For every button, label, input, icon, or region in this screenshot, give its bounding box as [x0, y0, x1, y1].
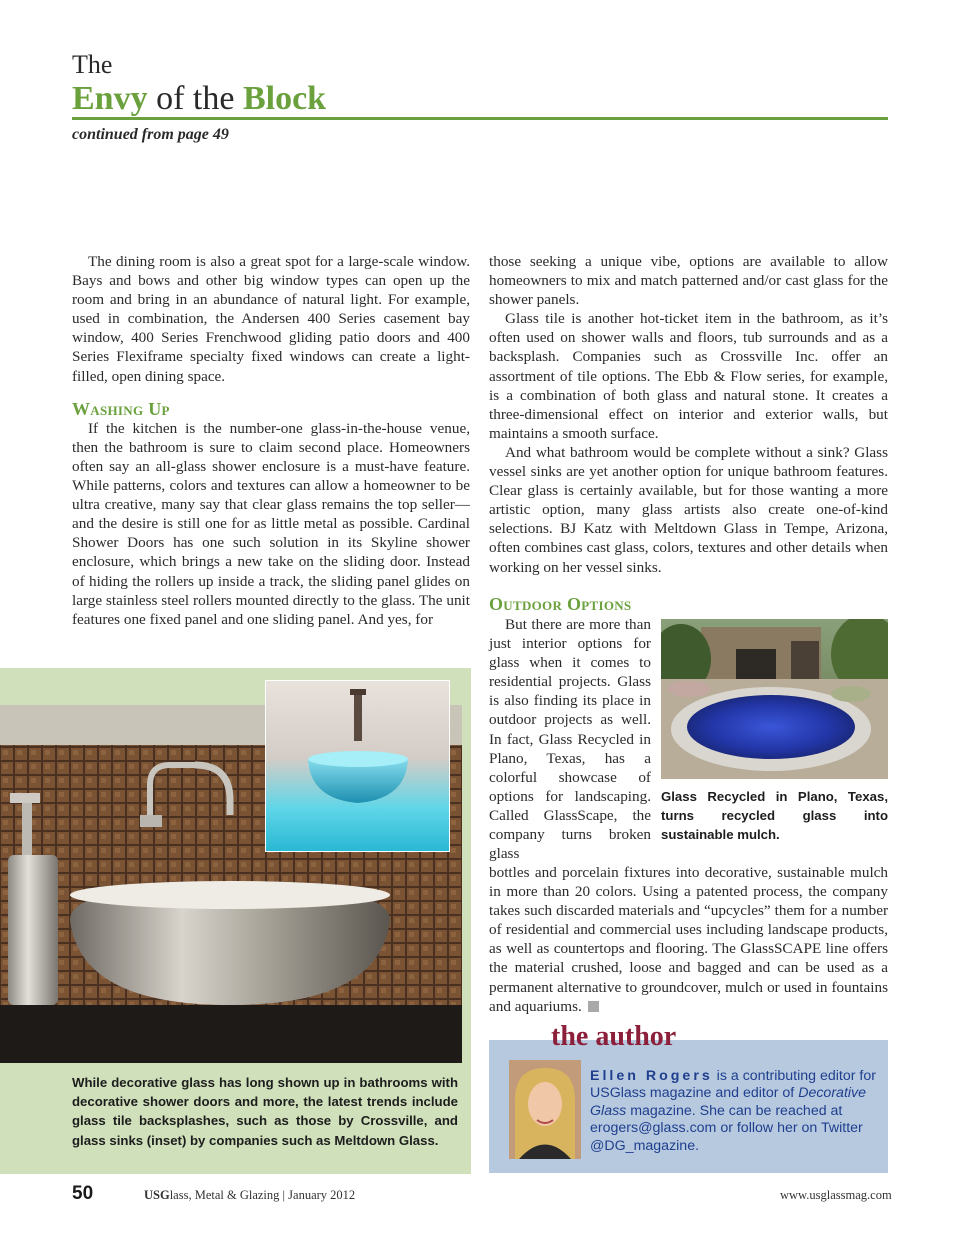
paragraph-dining-room: The dining room is also a great spot for a large-scale window. Bays and bows and other big window types can open up the room and bring in an abundance of natural light. For example, used in combination, the Andersen 400 Series casement bay window, 400 Series Frenchwood gliding patio doors and 400 Series Flexiframe specialty fixed windows can create a light-filled, open dining space.: [72, 253, 470, 385]
author-portrait-illustration: [509, 1060, 581, 1159]
footer-magazine-title: [144, 1188, 355, 1203]
paragraph-bathroom: If the kitchen is the number-one glass-in-the-house venue, then the bathroom is sure to claim second place. Homeowners often say an all-glass shower enclosure is a must-have feature. While patterns, colors and textures can allow a homeowner to be ultra creative, many say that clear glass remains the top seller—and the desire is still one for as little metal as possible. Cardinal Shower Doors has one such solution in its Skyline shower enclosure, which brings a new take on the sliding door. Instead of hiding the rollers up inside a track, the sliding panel glides on large stainless steel rollers mounted directly to the glass. The unit features one fixed panel and one sliding panel. And yes, for: [72, 419, 470, 628]
photo-caption-bathroom: While decorative glass has long shown up in bathrooms with decorative shower doors and more, the latest trends include glass tile backsplashes, such as those by Crossville, and glass sinks (inset) by companies such as Meltdown Glass.: [72, 1075, 458, 1148]
footer-url: www.usglassmag.com: [780, 1188, 892, 1202]
footer-separator: |: [282, 1188, 286, 1202]
paragraph-glass-tile: Glass tile is another hot-ticket item in the bathroom, as it’s often used on shower walls and floors, tub surrounds and as a backsplash. Companies such as Crossville Inc. offer an assortment of tile options. The Ebb & Flow series, for example, is a combination of both glass and natural stone. It creates a three-dimensional effect on interior and exterior walls, but maintains a smooth surface.: [489, 310, 888, 442]
header-rule: [72, 117, 888, 120]
inset-glass-sink-illustration: [266, 681, 449, 851]
page-title: [72, 80, 326, 118]
end-of-article-mark: [588, 1001, 599, 1012]
article-column-left: [72, 252, 470, 629]
section-heading-washing-up: Washing Up: [72, 398, 170, 419]
author-heading: the author: [551, 1021, 677, 1052]
author-bio-part1: is a contributing editor for USGlass magazine and editor of: [590, 1068, 876, 1102]
author-bio-text: [590, 1068, 880, 1155]
outdoor-text-narrow: [489, 615, 651, 863]
paragraph-shower-panels: those seeking a unique vibe, options are available to allow homeowners to mix and match patterned and/or cast glass for the shower panels.: [489, 253, 888, 309]
inset-photo-glass-sink: [265, 680, 450, 852]
paragraph-outdoor-start: But there are more than just interior options for glass when it comes to residential projects. Glass is also finding its place in outdoor projects as well. In fact, Glass Recycled in Plano, Texas, has a colorful showcase of options for landscaping. Called GlassScape, the company turns broken glass: [489, 616, 651, 863]
author-name: Ellen Rogers: [590, 1068, 713, 1084]
article-column-right: [489, 252, 888, 577]
header-kicker: The: [72, 50, 113, 79]
footer-date: January 2012: [288, 1188, 356, 1202]
section-heading-outdoor-options: Outdoor Options: [489, 594, 632, 614]
photo-caption-glass-recycled: Glass Recycled in Plano, Texas, turns recycled glass into sustainable mulch.: [661, 789, 888, 842]
footer-mag-rest: lass, Metal & Glazing: [169, 1188, 280, 1202]
paragraph-outdoor-end-text: bottles and porcelain fixtures into decorative, sustainable mulch in more than 20 colors. Using a patented process, the company takes such discarded materials and “upcycles” them for a number of residential and commercial uses including landscape products, as well as countertops and flooring. The GlassSCAPE line offers the material crushed, loose and bagged and can be used as a permanent alternative to groundcover, mulch or used in fountains and aquariums.: [489, 864, 888, 1015]
author-bio-magazine-name: Decorative Glass: [590, 1085, 867, 1119]
title-word-envy: Envy: [72, 80, 148, 117]
continued-from-line: continued from page 49: [72, 126, 229, 143]
footer-mag-bold: USG: [144, 1188, 170, 1202]
author-portrait: [509, 1060, 581, 1159]
paragraph-outdoor-end: [489, 863, 888, 1016]
page-number: 50: [72, 1183, 94, 1204]
author-bio-part2: magazine. She can be reached at erogers@glass.com or follow her on Twitter @DG_magazine.: [590, 1102, 863, 1154]
title-word-block: Block: [242, 80, 327, 117]
photo-glass-mulch-illustration: [661, 619, 888, 779]
photo-glass-mulch-garden: [661, 619, 888, 779]
title-word-of-the: of the: [147, 80, 243, 117]
outdoor-text-wide: [489, 863, 888, 1016]
paragraph-vessel-sinks: And what bathroom would be complete without a sink? Glass vessel sinks are yet another option for unique bathroom features. Clear glass is certainly available, but for those wanting a more artistic option, many glass artists also create one-of-kind selections. BJ Katz with Meltdown Glass in Tempe, Arizona, often combines cast glass, colors, textures and other details when working on her vessel sinks.: [489, 443, 888, 576]
